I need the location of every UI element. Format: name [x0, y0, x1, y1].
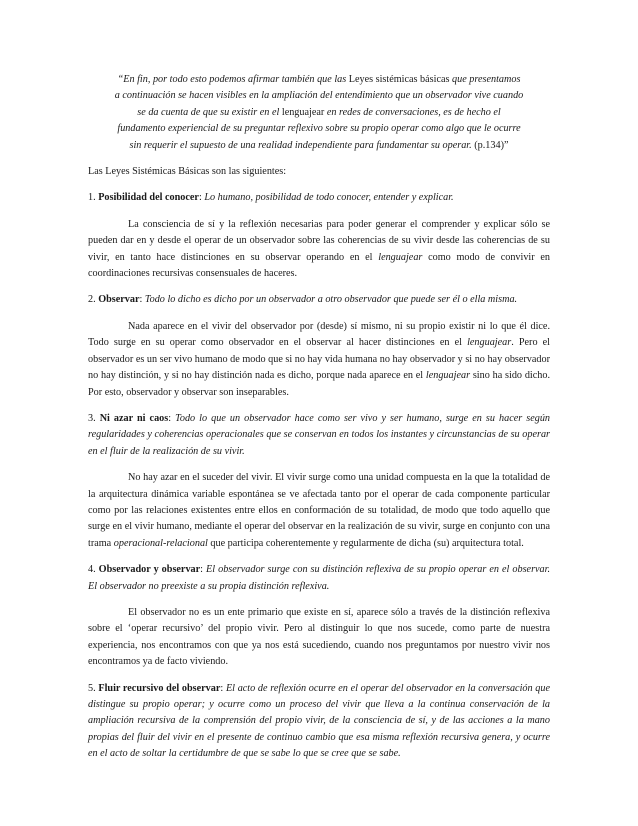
- law-number: 3.: [88, 412, 96, 424]
- quote-text: se da cuenta de que su existir en el: [137, 106, 282, 118]
- quote-line-1: [88, 72, 550, 88]
- quote-line-3: [88, 105, 550, 121]
- opening-quote: [88, 72, 550, 154]
- law-3-body: [88, 470, 550, 552]
- quote-text: sin requerir el supuesto de una realidad independiente para fundamentar su operar.: [129, 139, 472, 151]
- law-title: Fluir recursivo del observar: [98, 682, 221, 694]
- law-title: Observar: [98, 294, 140, 306]
- body-term: operacional-relacional: [113, 537, 208, 549]
- law-2-body: [88, 319, 550, 401]
- law-3-heading: [88, 411, 550, 460]
- body-term: lenguajear: [378, 251, 423, 263]
- law-separator: :: [139, 294, 143, 306]
- body-text: La consciencia de sí y la reflexión necesarias para poder generar el comprender y explicar sólo se pueden dar en y desde el operar de un observador sobre las coherencias de su vivir desde las coherencias de su vivir, en tanto hace distinciones en su observar operando en el: [88, 218, 550, 263]
- law-statement: Todo lo dicho es dicho por un observador a otro observador que puede ser él o ella misma.: [144, 294, 518, 306]
- quote-term: Leyes sistémicas básicas: [348, 74, 450, 85]
- law-number: 4.: [88, 564, 96, 576]
- law-5-heading: [88, 681, 550, 763]
- quote-text: que presentamos: [449, 74, 521, 85]
- law-title: Observador y observar: [98, 564, 201, 576]
- body-text: sino ha sido dicho. Por esto, observador y observar son inseparables.: [88, 370, 550, 398]
- body-text: que participa coherentemente y regularmente de dicha (su) arquitectura total.: [207, 537, 524, 549]
- intro-paragraph: Las Leyes Sistémicas Básicas son las siguientes:: [88, 166, 287, 178]
- quote-text: fundamento experiencial de su preguntar reflexivo sobre su propio operar como algo que le ocurre: [117, 123, 521, 135]
- law-number: 1.: [88, 192, 96, 204]
- body-term: lenguajear: [467, 337, 512, 349]
- quote-line-5: [88, 138, 550, 154]
- document-body: [88, 72, 550, 763]
- law-separator: :: [168, 412, 172, 424]
- body-text: como modo de convivir en coordinaciones recursivas consensuales de haceres.: [88, 251, 550, 280]
- law-number: 2.: [88, 294, 96, 306]
- law-statement: Lo humano, posibilidad de todo conocer, entender y explicar.: [204, 192, 454, 204]
- body-term: lenguajear: [425, 370, 471, 382]
- law-4-heading: [88, 562, 550, 595]
- body-text: No hay azar en el suceder del vivir. El vivir surge como una unidad compuesta en la que la totalidad de la arquitectura dinámica variable espontánea se ve afectada tanto por el operar de cada componente particular como por las relaciones existentes entre ellos en conformación de su totalidad, de modo que todo aquello que surge en el vivir humano, mediante el operar del observar en la realización de su vivir, surge en conjunto con una trama: [88, 472, 550, 549]
- body-text: . Pero el observador es un ser vivo humano de modo que si no hay vida humana no hay observador y si no hay observador no hay distinción, y si no hay distinción nada es dicho, porque nada aparece en el: [88, 337, 551, 382]
- quote-line-4: [88, 121, 550, 137]
- law-number: 5.: [88, 682, 96, 694]
- quote-text: “En fin, por todo esto podemos afirmar también que las: [117, 74, 349, 85]
- law-separator: :: [198, 192, 202, 204]
- quote-line-2: [88, 88, 550, 104]
- law-statement: El acto de reflexión ocurre en el operar del observador en la conversación que distingue su propio operar; y ocurre como un proceso del vivir que lleva a la continua conservación de la ampliación recursiva de la comprensión del propio vivir, de la consciencia de sí, y de las acciones a la mano propias del fluir del vivir en el presente de continuo cambio que esa misma reflexión recursiva genera, y ocurre en el acto de soltar la certidumbre de que se sabe lo que se cree que se sabe.: [88, 682, 551, 760]
- law-4-body: El observador no es un ente primario que existe en sí, aparece sólo a través de la distinción reflexiva sobre el ‘operar recursivo’ del propio vivir. Pero al distinguir lo que nos sucede, como parte de nuestra experiencia, nos encontramos con que ya nos está sucediendo, cuando nos preguntamos por nuestro vivir nos encontramos ya de facto viviendo.: [88, 606, 550, 668]
- law-separator: :: [220, 682, 224, 694]
- quote-text: en redes de conversaciones, es de hecho el: [324, 106, 501, 118]
- quote-text: a continuación se hacen visibles en la ampliación del entendimiento que un observador vive cuando: [114, 90, 524, 102]
- body-text: Nada aparece en el vivir del observador por (desde) sí mismo, ni su propio existir ni lo que él dice. Todo surge en su operar como observador en el observar al hacer distinciones en el: [88, 320, 550, 349]
- law-statement: El observador surge con su distinción reflexiva de su propio operar en el observar. El observador no preexiste a su propia distinción reflexiva.: [88, 564, 551, 592]
- law-separator: :: [200, 564, 204, 576]
- law-statement: Todo lo que un observador hace como ser vivo y ser humano, surge en su hacer según regularidades y coherencias operacionales que se conservan en todos los instantes y circunstancias de su operar en el fluir de la realización de su vivir.: [88, 412, 551, 457]
- law-1-heading: [88, 190, 550, 206]
- quote-term: lenguajear: [281, 106, 325, 118]
- law-1-body: [88, 217, 550, 283]
- quote-citation: (p.134)”: [471, 139, 509, 151]
- law-title: Posibilidad del conocer: [98, 192, 199, 204]
- law-title: Ni azar ni caos: [99, 412, 169, 424]
- law-2-heading: [88, 292, 550, 308]
